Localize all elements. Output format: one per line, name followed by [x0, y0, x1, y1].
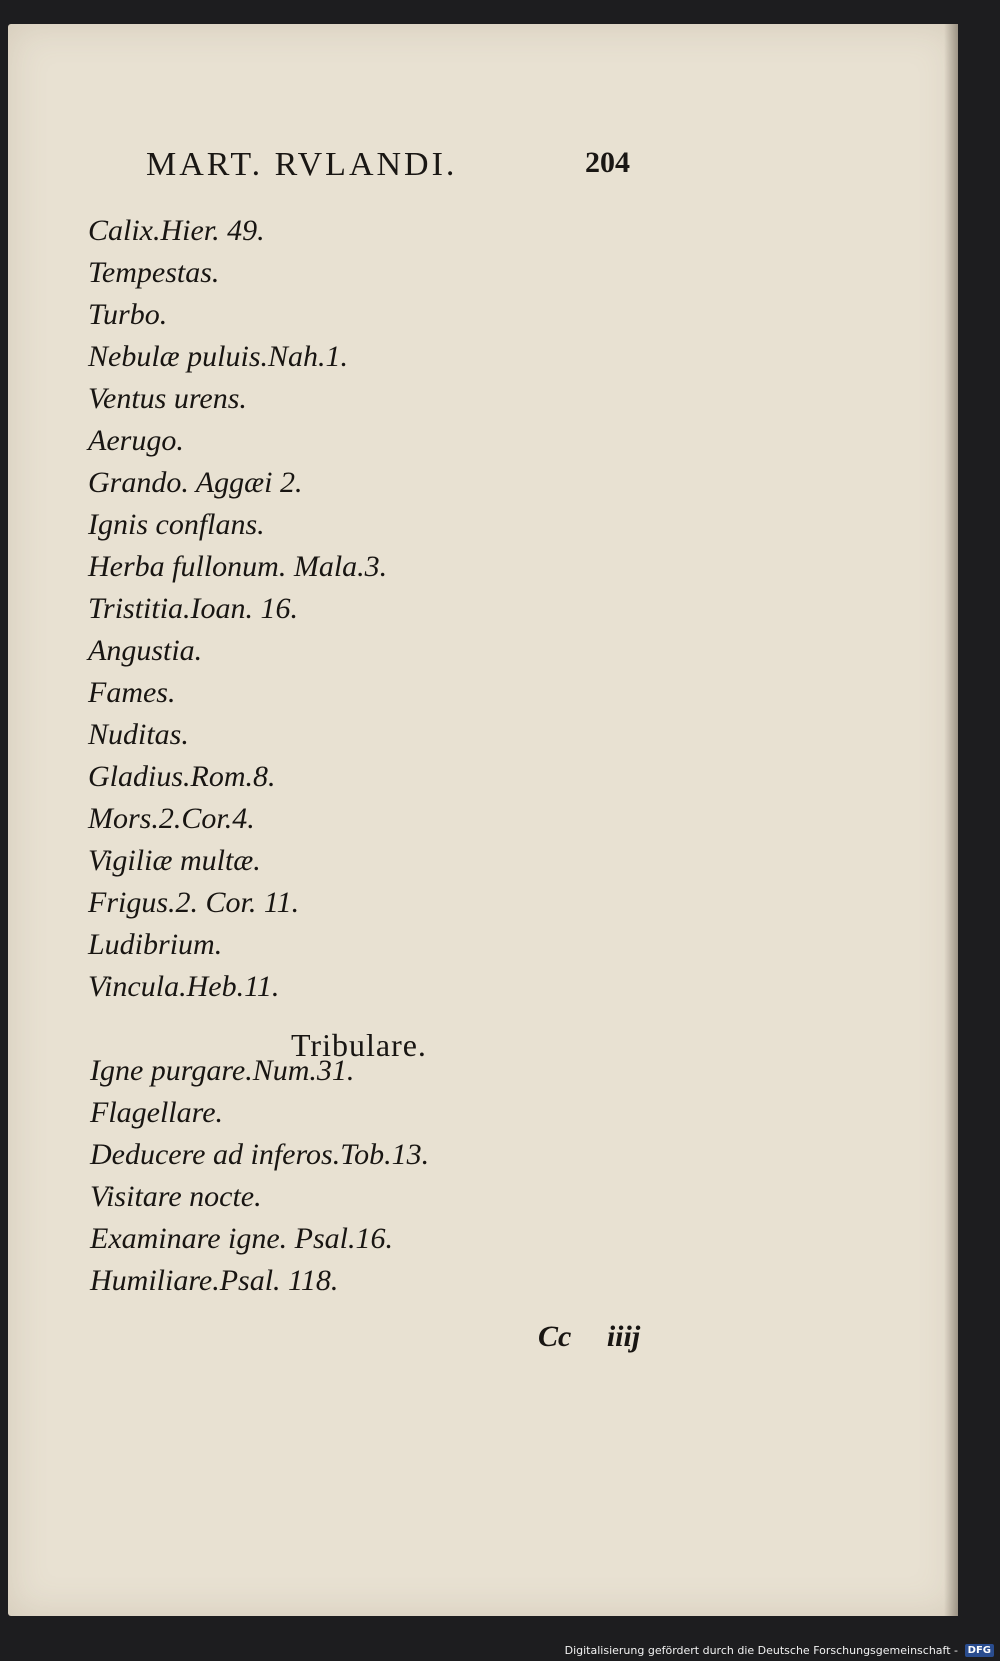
- list-item: Fames.: [88, 676, 176, 709]
- list-item: Deducere ad inferos.Tob.13.: [90, 1138, 430, 1171]
- list-item: Angustia.: [88, 634, 203, 667]
- list-item: Vigiliæ multæ.: [88, 844, 261, 877]
- footer-credit: Digitalisierung gefördert durch die Deutsche Forschungsgemeinschaft -: [564, 1644, 958, 1657]
- list-item: Ventus urens.: [88, 382, 247, 415]
- list-item: Visitare nocte.: [90, 1180, 262, 1213]
- section-heading: Tribulare.: [291, 1027, 427, 1063]
- signature-mark: Cc iiij: [538, 1320, 641, 1353]
- dfg-logo: DFG: [965, 1644, 994, 1657]
- list-item: Tristitia.Ioan. 16.: [88, 592, 299, 625]
- list-item: Ludibrium.: [88, 928, 223, 961]
- list-item: Tempestas.: [88, 256, 220, 289]
- page-edge-shadow: [944, 24, 958, 1616]
- list-item: Mors.2.Cor.4.: [88, 802, 255, 835]
- running-head: MART. RVLANDI.: [146, 146, 458, 183]
- list-item: Herba fullonum. Mala.3.: [88, 550, 388, 583]
- list-item: Calix.Hier. 49.: [88, 214, 265, 247]
- list-item: Vincula.Heb.11.: [88, 970, 280, 1003]
- list-item: Aerugo.: [88, 424, 184, 457]
- list-item: Gladius.Rom.8.: [88, 760, 276, 793]
- list-item: Igne purgare.Num.31.: [90, 1054, 355, 1087]
- list-item: Nuditas.: [88, 718, 189, 751]
- list-item: Turbo.: [88, 298, 168, 331]
- book-page: [8, 24, 958, 1616]
- list-item: Ignis conflans.: [88, 508, 265, 541]
- list-item: Humiliare.Psal. 118.: [90, 1264, 339, 1297]
- list-item: Examinare igne. Psal.16.: [90, 1222, 394, 1255]
- list-item: Frigus.2. Cor. 11.: [88, 886, 300, 919]
- footer-bar: [0, 1639, 1000, 1661]
- list-item: Nebulæ puluis.Nah.1.: [88, 340, 349, 373]
- list-item: Flagellare.: [90, 1096, 224, 1129]
- list-item: Grando. Aggæi 2.: [88, 466, 303, 499]
- page-number: 204: [585, 146, 630, 179]
